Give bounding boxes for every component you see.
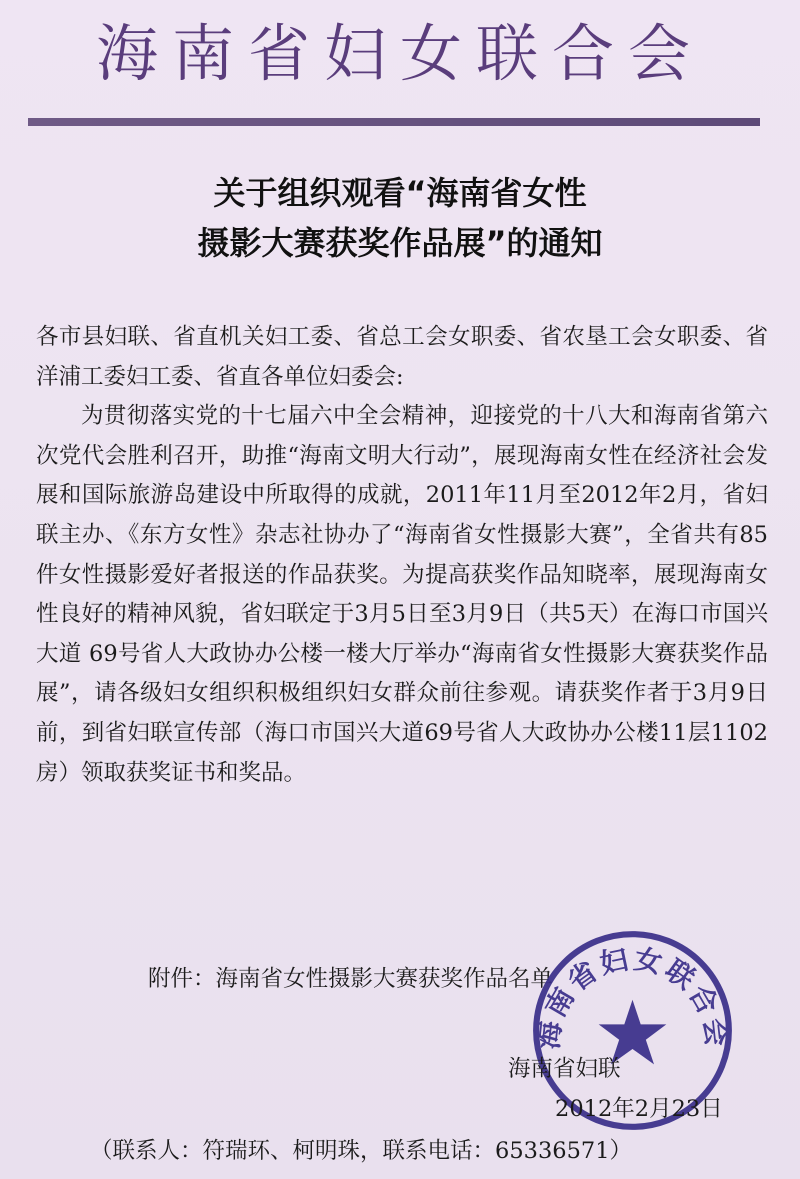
issue-date: 2012年2月23日 bbox=[555, 1096, 723, 1122]
contact-info: （联系人：符瑞环、柯明珠，联系电话：65336571） bbox=[90, 1138, 633, 1164]
svg-text:海南省妇女联合会: 海南省妇女联合会 bbox=[531, 941, 734, 1051]
title-line-2: 摄影大赛获奖作品展”的通知 bbox=[197, 224, 603, 262]
title-line-1: 关于组织观看“海南省女性 bbox=[213, 174, 587, 212]
salutation: 各市县妇联、省直机关妇工委、省总工会女职委、省农垦工会女职委、省洋浦工委妇工委、省直各单位妇委会: bbox=[36, 324, 768, 390]
attachment-line: 附件：海南省女性摄影大赛获奖作品名单 bbox=[148, 966, 554, 992]
notice-title bbox=[0, 168, 800, 268]
masthead-divider bbox=[28, 118, 760, 126]
organization-masthead: 海南省妇女联合会 bbox=[95, 17, 704, 90]
body-paragraph: 为贯彻落实党的十七届六中全会精神，迎接党的十八大和海南省第六次党代会胜利召开，助推“海南文明大行动”，展现海南女性在经济社会发展和国际旅游岛建设中所取得的成就，2011年11月至2012年2月，省妇联主办、《东方女性》杂志社协办了“海南省女性摄影大赛”，全省共有85件女性摄影爱好者报送的作品获奖。为提高获奖作品知晓率，展现海南女性良好的精神风貌，省妇联定于3月5日至3月9日（共5天）在海口市国兴大道 69号省人大政协办公楼一楼大厅举办“海南省女性摄影大赛获奖作品展”，请各级妇女组织积极组织妇女群众前往参观。请获奖作者于3月9日前，到省妇联宣传部（海口市国兴大道69号省人大政协办公楼11层1102房）领取获奖证书和奖品。 bbox=[36, 403, 768, 786]
signer-name: 海南省妇联 bbox=[508, 1056, 621, 1082]
notice-body bbox=[36, 318, 768, 793]
